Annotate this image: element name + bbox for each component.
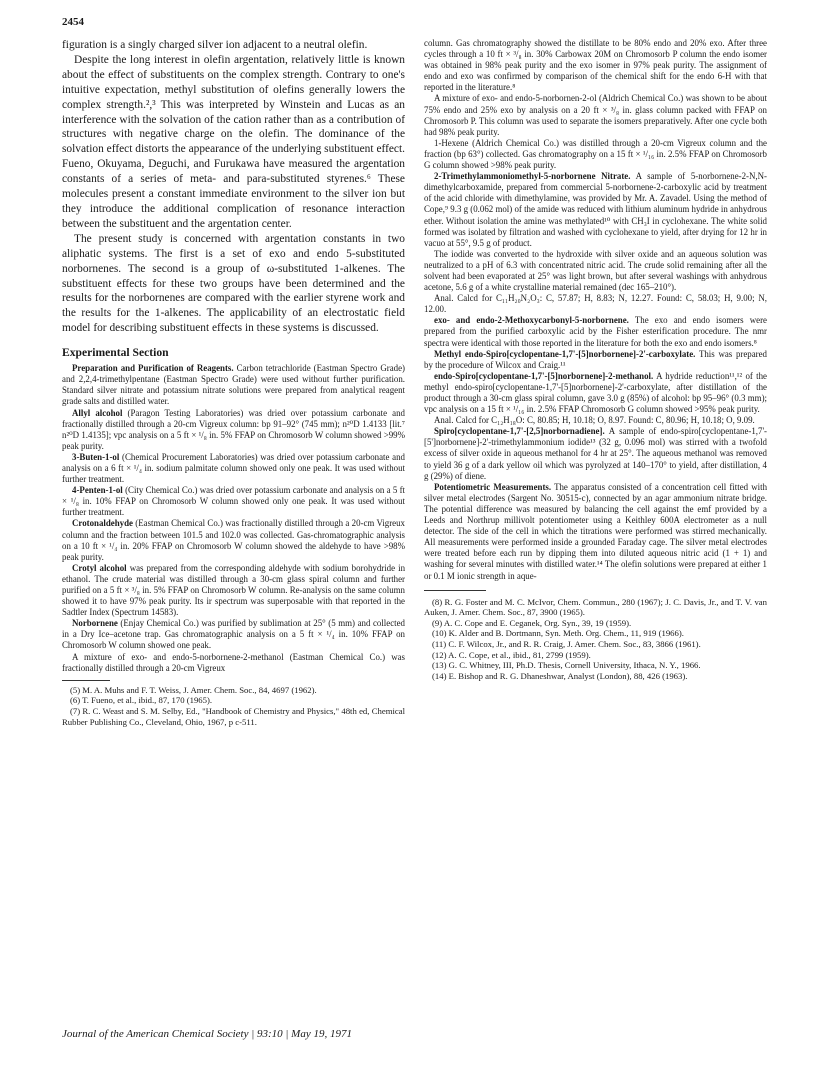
intro-text bbox=[62, 38, 405, 336]
footnote: (10) K. Alder and B. Dortmann, Syn. Meth. Org. Chem., 11, 919 (1966). bbox=[432, 628, 684, 639]
paragraph bbox=[424, 171, 767, 249]
footnotes-left bbox=[62, 685, 405, 727]
paragraph bbox=[62, 618, 405, 651]
run-in-heading: Spiro[cyclopentane-1,7'-[2,5]norbornadiene]. bbox=[434, 426, 605, 437]
run-in-heading: 4-Penten-1-ol bbox=[72, 485, 123, 496]
footnote-divider bbox=[62, 680, 110, 681]
run-in-heading: Preparation and Purification of Reagents. bbox=[72, 363, 234, 374]
paragraph-text: A sample of endo-spiro[cyclopentane-1,7'-[5']norbornene]-2'-trimethylammonium iodide¹³ (32 g, 0.096 mol) was stirred with a twofold excess of silver oxide in aqueous methanol for 4 hr at 25°. The aqueous methanol was removed to yield 36 g of a dark yellow oil which was pyrolyzed at 140–170° to yield, after distillation, 4 g (29%) of diene. bbox=[424, 426, 767, 481]
journal-footer: Journal of the American Chemical Society | 93:10 | May 19, 1971 bbox=[62, 1028, 352, 1040]
paragraph bbox=[424, 138, 767, 171]
footnote: (14) E. Bishop and R. G. Dhaneshwar, Analyst (London), 88, 426 (1963). bbox=[432, 670, 688, 681]
paragraph bbox=[62, 518, 405, 562]
section-heading: Experimental Section bbox=[62, 346, 169, 360]
paragraph-text: The exo and endo isomers were prepared from the purified carboxylic acid by the Fisher esterification procedure. The nmr spectra were identical with those reported in the literature for both the exo and endo isomers.⁸ bbox=[424, 315, 767, 348]
paragraph-text: 1-Hexene (Aldrich Chemical Co.) was distilled through a 20-cm Vigreux column and the fraction (bp 63°) collected. Gas chromatography on a 15 ft × ¹/₁₆ in. 2.5% FFAP on Chromosorb G column showed >98% peak purity. bbox=[424, 137, 767, 171]
paragraph-text: column. Gas chromatography showed the distillate to be 80% endo and 20% exo. After three cycles through a 10 ft × ³/₈ in. 30% Carbowax 20M on Chromosorb P column the endo isomer was obtained in 98% peak purity and the exo isomer in 97% peak purity. The assignment of endo and exo was confirmed by comparison of the chemical shift for the endo 6-H with that reported in the literature.⁸ bbox=[424, 38, 767, 93]
run-in-heading: Methyl endo-Spiro[cyclopentane-1,7'-[5]norbornene]-2'-carboxylate. bbox=[434, 348, 696, 359]
run-in-heading: endo-Spiro[cyclopentane-1,7'-[5]norbornene]-2-methanol. bbox=[434, 370, 654, 381]
footnote: (9) A. C. Cope and E. Ceganek, Org. Syn., 39, 19 (1959). bbox=[432, 617, 632, 628]
paragraph bbox=[424, 293, 767, 315]
page-number: 2454 bbox=[62, 16, 84, 28]
paragraph-text: (Paragon Testing Laboratories) was dried over potassium carbonate and fractionally distilled through a 20-cm Vigreux column: bp 91–92° (745 mm); n²⁰D 1.4133 [lit.⁷ n²⁰D 1.4135]; vpc analysis on a 5 ft × ¹/₈ in. 5% FFAP on Chromosorb W column showed >99% peak purity. bbox=[62, 407, 405, 451]
paragraph-text: (Chemical Procurement Laboratories) was dried over potassium carbonate and analysis on a 6 ft × ¹/₄ in. sodium palmitate column showed only one peak. It was used without further treatment. bbox=[62, 451, 405, 485]
paragraph-text: (City Chemical Co.) was dried over potassium carbonate and analysis on a 5 ft × ¹/₈ in. 10% FFAP on Chromosorb W column showed only one peak. It was used without further treatment. bbox=[62, 485, 405, 518]
experimental-left bbox=[62, 363, 405, 674]
paragraph-text: Anal. Calcd for C₁₂H₁₈O: C, 80.85; H, 10.18; O, 8.97. Found: C, 80.96; H, 10.18; O, 9.09. bbox=[434, 415, 755, 426]
paragraph bbox=[62, 485, 405, 518]
paragraph bbox=[62, 452, 405, 485]
paragraph bbox=[424, 249, 767, 293]
paragraph bbox=[424, 315, 767, 348]
footnote: (8) R. G. Foster and M. C. McIvor, Chem. Commun., 280 (1967); J. C. Davis, Jr., and T. V. van Auken, J. Amer. Chem. Soc., 87, 3900 (1965). bbox=[424, 596, 767, 618]
right-column bbox=[424, 38, 767, 681]
paragraph-text: (Eastman Chemical Co.) was fractionally distilled through a 20-cm Vigreux column and the fraction between 101.5 and 102.0 was collected. Gas-chromatographic analysis on a 10 ft × ¹/₄ in. 20% FFAP on Chromosorb W column showed the aldehyde to have >98% peak purity. bbox=[62, 518, 405, 562]
paragraph bbox=[62, 363, 405, 407]
paragraph-text: A hydride reduction¹¹,¹² of the methyl endo-spiro[cyclopentane-1,7'-[5]norbornene]-2'-carboxylate, after distillation of the product through a 30-cm glass spiral column, gave 3.0 g (85%) of alcohol: bp 95–96° (0.3 mm); vpc analysis on a 15 ft × ¹/₁₆ in. 2.5% FFAP Chromosorb G column showed >95% peak purity. bbox=[424, 370, 767, 415]
paragraph bbox=[62, 563, 405, 618]
run-in-heading: Potentiometric Measurements. bbox=[434, 481, 552, 492]
run-in-heading: Crotyl alcohol bbox=[72, 562, 127, 573]
footnote: (11) C. F. Wilcox, Jr., and R. R. Craig, J. Amer. Chem. Soc., 83, 3866 (1961). bbox=[432, 638, 701, 649]
run-in-heading: 3-Buten-1-ol bbox=[72, 451, 120, 462]
paragraph bbox=[424, 93, 767, 137]
paragraph bbox=[424, 426, 767, 481]
paragraph-text: A sample of 5-norbornene-2-N,N-dimethylcarboxamide, prepared from commercial 5-norbornene-2-carboxylic acid by treatment of the acid chloride with dimethylamine, was provided by Mr. A. Zavadel. Using the method of Cope,⁹ 9.3 g (0.062 mol) of the amide was reduced with lithium aluminum hydride in anhydrous ether. Without isolation the amine was methylated¹⁰ with CH₃I in cyclohexane. The white solid formed was isolated by filtration and washed with cyclohexane to yield, after drying for 12 hr in vacuo at 55°, 9.5 g of product. bbox=[424, 171, 767, 248]
paragraph-text: This was prepared by the procedure of Wilcox and Craig.¹¹ bbox=[424, 348, 767, 370]
run-in-heading: Crotonaldehyde bbox=[72, 518, 133, 529]
footnote: (5) M. A. Muhs and F. T. Weiss, J. Amer. Chem. Soc., 84, 4697 (1962). bbox=[70, 684, 317, 695]
footnote: (12) A. C. Cope, et al., ibid., 81, 2799 (1959). bbox=[432, 649, 591, 660]
run-in-heading: exo- and endo-2-Methoxycarbonyl-5-norbornene. bbox=[434, 315, 629, 326]
run-in-heading: 2-Trimethylammoniomethyl-5-norbornene Nitrate. bbox=[434, 171, 631, 182]
paragraph-text: A mixture of exo- and endo-5-norbornen-2-ol (Aldrich Chemical Co.) was shown to be about 75% endo and 25% exo by analysis on a 20 ft × ³/₈ in. glass column packed with FFAP on Chromosorb P. This column was used to separate the isomers preparatively. After one cycle both had 98% peak purity. bbox=[424, 93, 767, 137]
paragraph-text: was prepared from the corresponding aldehyde with sodium borohydride in ethanol. The crude material was distilled through a 30-cm glass spiral column and further purified on a 5 ft × ³/₈ in. 5% FFAP on Chromosorb W column. Re-analysis on the same column showed it to have 97% peak purity. Its ir spectrum was superposable with that reported in the Sadtler Index (Spectrum 14583). bbox=[62, 562, 405, 618]
paragraph bbox=[424, 482, 767, 582]
footnote: (7) R. C. Weast and S. M. Selby, Ed., "Handbook of Chemistry and Physics," 48th ed, Chemical Rubber Publishing Co., Cleveland, Ohio, 1967, p c-511. bbox=[62, 705, 405, 727]
paragraph-text: A mixture of exo- and endo-5-norbornene-2-methanol (Eastman Chemical Co.) was fractionally distilled through a 20-cm Vigreux bbox=[62, 651, 405, 673]
footnotes-right bbox=[424, 597, 767, 682]
run-in-heading: Allyl alcohol bbox=[72, 407, 123, 418]
paragraph bbox=[62, 408, 405, 452]
footnote: (13) G. C. Whitney, III, Ph.D. Thesis, Cornell University, Ithaca, N. Y., 1966. bbox=[432, 660, 701, 671]
paragraph bbox=[424, 38, 767, 93]
paragraph bbox=[424, 349, 767, 371]
paragraph-text: The iodide was converted to the hydroxide with silver oxide and an aqueous solution was neutralized to a pH of 6.3 with concentrated nitric acid. The crude solid remaining after all the solvent had been evaporated at 25° was light brown, but after several washings with anhydrous acetone, 5.6 g of a white crystalline material remained (dec 165–210°). bbox=[424, 248, 767, 293]
paragraph-text: (Enjay Chemical Co.) was purified by sublimation at 25° (5 mm) and collected in a Dry Ice–acetone trap. Gas chromatographic analysis on a 5 ft × ¹/₄ in. 10% FFAP on Chromosorb W column showed one peak. bbox=[62, 618, 405, 651]
paragraph bbox=[424, 371, 767, 415]
run-in-heading: Norbornene bbox=[72, 618, 118, 629]
paragraph bbox=[424, 415, 767, 426]
paragraph bbox=[62, 652, 405, 674]
footnote: (6) T. Fueno, et al., ibid., 87, 170 (1965). bbox=[70, 695, 213, 706]
footnote-divider bbox=[424, 590, 486, 591]
paragraph: figuration is a singly charged silver ion adjacent to a neutral olefin. bbox=[62, 39, 368, 51]
experimental-right bbox=[424, 38, 767, 582]
paragraph-text: Carbon tetrachloride (Eastman Spectro Grade) and 2,2,4-trimethylpentane (Eastman Spectro Grade) were used without further purification. Standard silver nitrate and potassium nitrate solutions were prepared from analytical reagent grade salts and distilled water. bbox=[62, 363, 405, 407]
paragraph: Despite the long interest in olefin argentation, relatively little is known about the effect of substituents on the complex strength. Contrary to one's intuitive expectation, methyl substitution of olefins generally lowers the complex strength.²,³ This was interpreted by Winstein and Lucas as an interference with the solvation of the cation rather than as a contribution of structures with negative charge on the olefin. The dominance of the solvation effect distorts the appearance of the underlying substituent effect. Fueno, Okuyama, Deguchi, and Furukawa have measured the argentation constants of a series of meta- and para-substituted styrenes.⁶ These molecules present a constant immediate environment to the silver ion but they introduce the additional complication of resonance interaction between the substituent and the argentation center. bbox=[62, 53, 405, 230]
paragraph: The present study is concerned with argentation constants in two aliphatic systems. The first is a set of exo and endo 5-substituted norbornenes. The second is a group of ω-substituted 1-alkenes. The substituent effects for these two groups have been determined and the results for the norbornenes are compared with the earlier styrene work and the results for the 1-alkenes. The applicability of an electrostatic field model for describing substituent effects in these systems is discussed. bbox=[62, 232, 405, 335]
left-column bbox=[62, 38, 405, 727]
paragraph-text: Anal. Calcd for C₁₁H₂₀N₂O₃: C, 57.87; H, 8.83; N, 12.27. Found: C, 58.03; H, 9.00; N, 12.00. bbox=[424, 293, 767, 315]
paragraph-text: The apparatus consisted of a concentration cell fitted with silver metal electrodes (Sargent No. 30515-c), connected by an agar ammonium nitrate bridge. The potential difference was measured by balancing the cell against the emf provided by a Leeds and Northrup millivolt potentiometer using a Keithley 600A electrometer as a null detector. The side of the cell in which the titrations were performed was stirred mechanically. All measurements were performed inside a grounded Faraday cage. The silver metal electrodes were treated before each run by dipping them into diluted aqueous nitric acid (1 + 1) and washing for several minutes with distilled water.¹⁴ The olefin solutions were prepared at either 1 or 0.1 M ionic strength in aque- bbox=[424, 481, 767, 581]
